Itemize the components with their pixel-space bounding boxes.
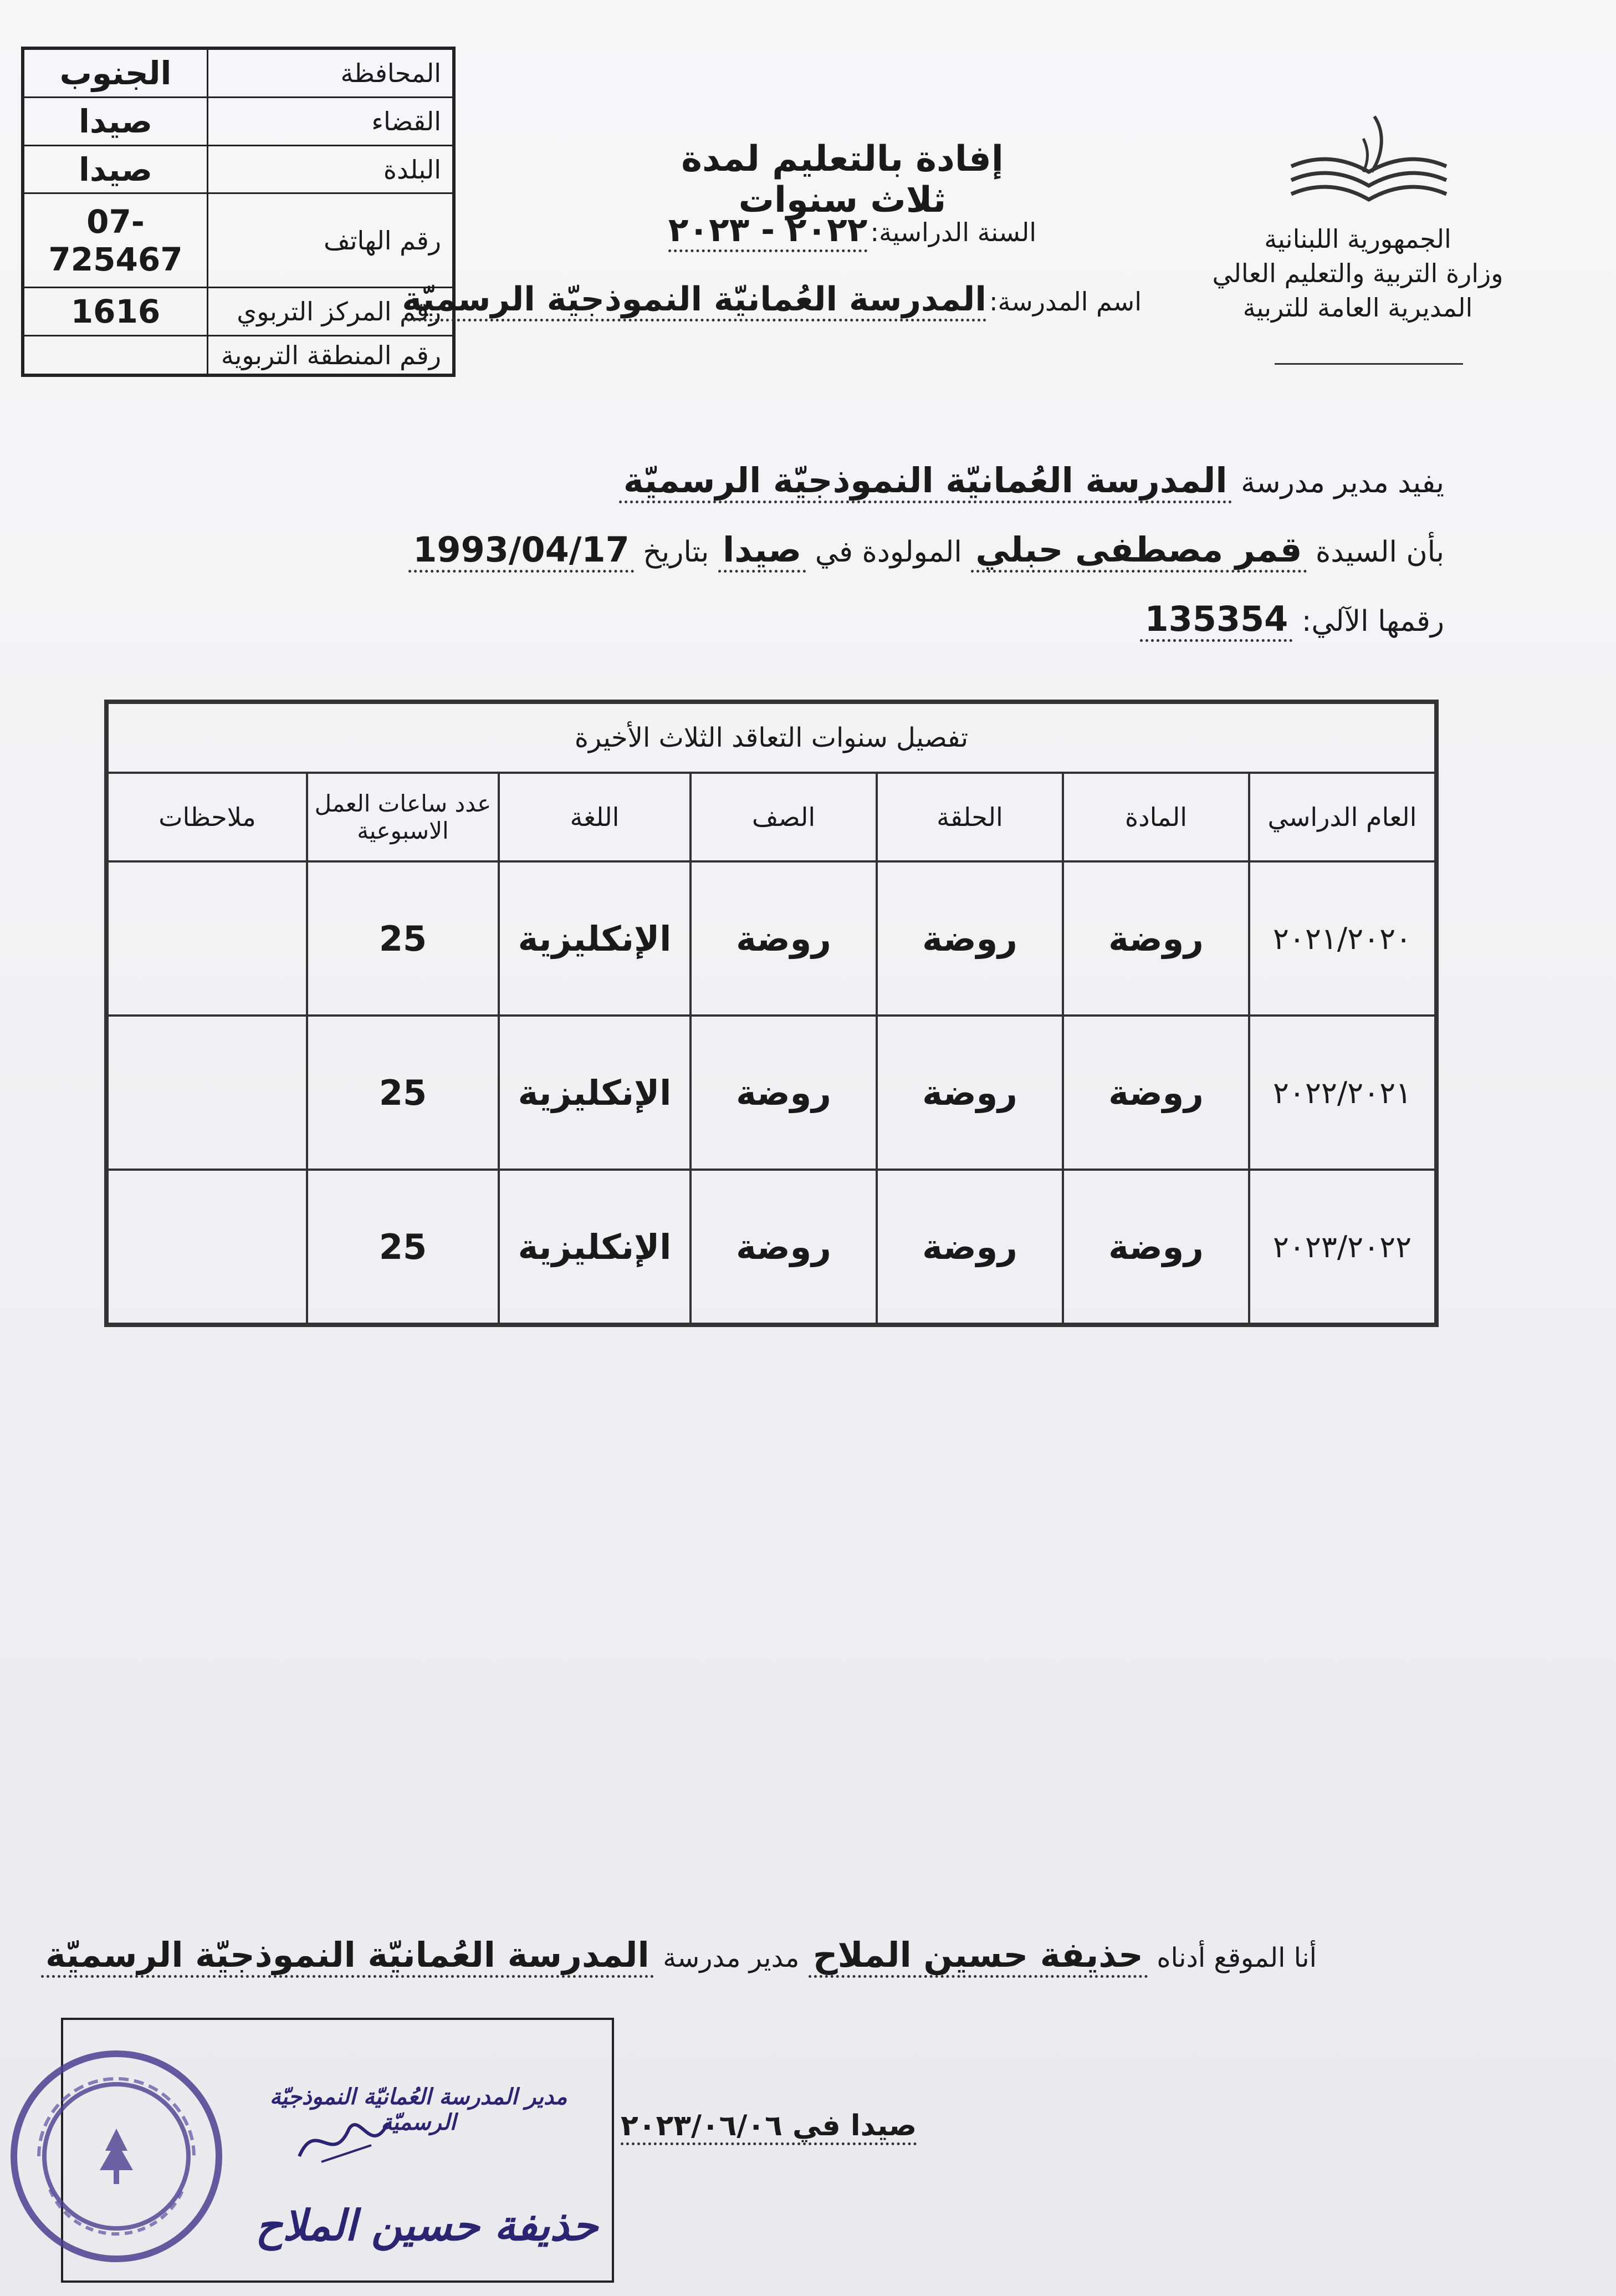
table-cell [108,1016,307,1170]
column-header: الحلقة [877,773,1063,861]
column-header: عدد ساعات العمل الاسبوعية [307,773,499,861]
table-cell: روضة [691,861,877,1016]
contract-table [104,700,1439,1327]
school-year-label: السنة الدراسية: [870,217,1036,247]
body-person-name: قمر مصطفى حبلي [971,529,1306,573]
table-cell: 25 [307,1170,499,1324]
info-value: الجنوب [24,49,208,98]
table-cell: روضة [691,1170,877,1324]
header-divider [1275,363,1463,365]
table-cell: ٢٠٢١/٢٠٢٠ [1249,861,1435,1016]
info-label: رقم الهاتف [208,193,453,288]
school-name-label: اسم المدرسة: [989,287,1142,317]
column-header: الصف [691,773,877,861]
place-date [621,2109,917,2142]
body-id-number: 135354 [1140,599,1292,642]
table-header-row [108,773,1435,861]
table-cell: روضة [1063,1170,1249,1324]
stamp-title: مدير المدرسة العُمانيّة النموذجيّة الرسميّة [269,2084,567,2135]
table-row [108,861,1435,1016]
table-cell: الإنكليزية [499,861,691,1016]
school-name-value: المدرسة العُمانيّة النموذجيّة الرسميّة [402,280,986,322]
body-birth-place: صيدا [718,529,806,573]
body-text: رقمها الآلي: [1301,605,1444,638]
info-label: القضاء [208,97,453,145]
table-cell: ٢٠٢٢/٢٠٢١ [1249,1016,1435,1170]
info-value: 1616 [24,288,208,336]
column-header: المادة [1063,773,1249,861]
footer-text: أنا الموقع أدناه [1157,1942,1317,1973]
directorate-name: المديرية العامة للتربية [1242,293,1473,323]
info-label: البلدة [208,145,453,193]
official-seal [6,2045,227,2267]
table-cell: روضة [877,1170,1063,1324]
table-cell: روضة [1063,1016,1249,1170]
table-cell: 25 [307,861,499,1016]
body-text: المولودة في [815,535,962,569]
republic-name: الجمهورية اللبنانية [1264,224,1451,254]
footer-declaration [41,1935,1317,1975]
ministry-logo [1280,111,1458,211]
table-cell [108,1170,307,1324]
body-text: بتاريخ [643,535,709,569]
body-line-1 [619,460,1444,501]
table-cell: الإنكليزية [499,1016,691,1170]
table-cell: روضة [877,861,1063,1016]
table-cell: 25 [307,1016,499,1170]
table-row [108,1016,1435,1170]
body-text: يفيد مدير مدرسة [1241,466,1444,499]
body-line-3 [1140,599,1444,639]
body-line-2 [408,529,1444,570]
table-cell: روضة [1063,861,1249,1016]
table-cell: روضة [691,1016,877,1170]
stamp-signature: حذيفة حسين الملاح [255,2201,599,2250]
body-school: المدرسة العُمانيّة النموذجيّة الرسميّة [619,460,1232,503]
table-cell [108,861,307,1016]
table-cell: الإنكليزية [499,1170,691,1324]
footer-text: مدير مدرسة [663,1942,800,1973]
handwritten-signature [288,2106,399,2173]
info-value: صيدا [24,145,208,193]
info-value: 07-725467 [24,193,208,288]
footer-signer-school: المدرسة العُمانيّة النموذجيّة الرسميّة [41,1935,654,1978]
table-caption: تفصيل سنوات التعاقد الثلاث الأخيرة [108,703,1435,773]
info-value: صيدا [24,97,208,145]
info-box [21,47,456,377]
info-label: رقم المركز التربوي [208,288,453,336]
column-header: العام الدراسي [1249,773,1435,861]
table-cell: ٢٠٢٣/٢٠٢٢ [1249,1170,1435,1324]
ministry-name: وزارة التربية والتعليم العالي [1212,258,1504,288]
table-cell: روضة [877,1016,1063,1170]
info-label: رقم المنطقة التربوية [208,336,453,375]
table-row [108,1170,1435,1324]
document-title: إفادة بالتعليم لمدة ثلاث سنوات [681,139,1004,221]
body-birth-date: 1993/04/17 [408,529,633,573]
body-text: بأن السيدة [1316,535,1444,569]
info-value [24,336,208,375]
info-label: المحافظة [208,49,453,98]
column-header: ملاحظات [108,773,307,861]
school-year [648,211,1036,249]
school-year-value: ٢٠٢٢ - ٢٠٢٣ [668,211,868,252]
footer-signer-name: حذيفة حسين الملاح [809,1935,1148,1978]
column-header: اللغة [499,773,691,861]
place-date-value: صيدا في ٢٠٢٣/٠٦/٠٦ [621,2109,917,2145]
ministry-block [1203,222,1513,325]
school-name [402,280,1142,319]
